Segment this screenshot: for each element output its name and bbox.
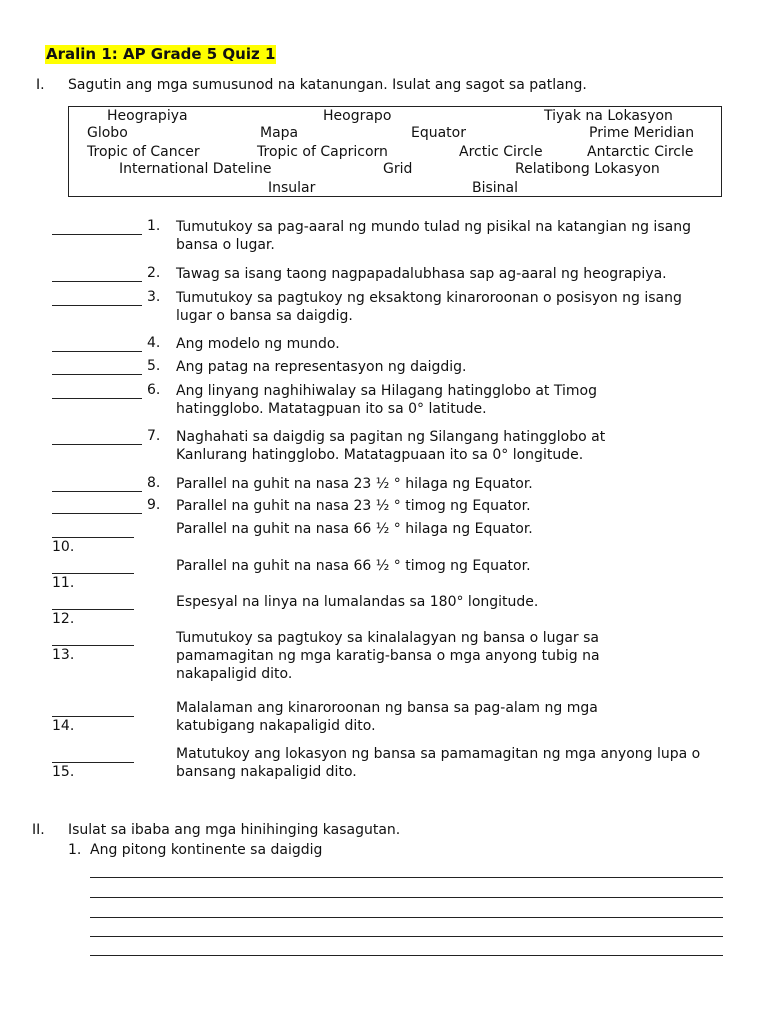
answer-blank[interactable] — [52, 234, 142, 235]
word-bank-item: Insular — [268, 180, 316, 196]
question-number: 12. — [52, 611, 75, 627]
quiz-title: Aralin 1: AP Grade 5 Quiz 1 — [46, 45, 276, 63]
question-number: 9. — [147, 497, 161, 513]
word-bank-item: Globo — [87, 125, 128, 141]
answer-blank[interactable] — [52, 374, 142, 375]
question-text: Tumutukoy sa pagtukoy sa kinalalagyan ng bansa o lugar sa pamamagitan ng mga karatig-bansa o mga anyong tubig na nakapaligid dito. — [176, 630, 600, 682]
section-1-number: I. — [36, 77, 45, 93]
word-bank-item: Heograpo — [323, 108, 392, 124]
question-number: 10. — [52, 539, 75, 555]
answer-line[interactable] — [90, 897, 723, 898]
answer-blank[interactable] — [52, 537, 134, 538]
question-number: 5. — [147, 358, 161, 374]
question-number: 8. — [147, 475, 161, 491]
word-bank-item: Prime Meridian — [589, 125, 695, 141]
word-bank-item: Mapa — [260, 125, 299, 141]
answer-blank[interactable] — [52, 281, 142, 282]
answer-blank[interactable] — [52, 716, 134, 717]
word-bank-item: Arctic Circle — [459, 144, 543, 160]
section-1-instruction: Sagutin ang mga sumusunod na katanungan. Isulat ang sagot sa patlang. — [68, 77, 587, 93]
word-bank-item: Relatibong Lokasyon — [515, 161, 660, 177]
answer-blank[interactable] — [52, 305, 142, 306]
question-number: 2. — [147, 265, 161, 281]
question-number: 15. — [52, 764, 75, 780]
question-text: Parallel na guhit na nasa 66 ½ ° timog ng Equator. — [176, 558, 531, 574]
word-bank-item: Bisinal — [472, 180, 519, 196]
answer-blank[interactable] — [52, 444, 142, 445]
answer-blank[interactable] — [52, 762, 134, 763]
answer-blank[interactable] — [52, 573, 134, 574]
question-number: 1. — [147, 218, 161, 234]
question-number: 7. — [147, 428, 161, 444]
question-number: 4. — [147, 335, 161, 351]
answer-line[interactable] — [90, 917, 723, 918]
question-text: Parallel na guhit na nasa 23 ½ ° hilaga ng Equator. — [176, 476, 533, 492]
question-text: Ang modelo ng mundo. — [176, 336, 340, 352]
section-2-item-number: 1. — [68, 842, 82, 858]
word-bank-item: Tropic of Cancer — [87, 144, 200, 160]
question-text: Tumutukoy sa pagtukoy ng eksaktong kinaroroonan o posisyon ng isang lugar o bansa sa daigdig. — [176, 290, 682, 324]
question-text: Parallel na guhit na nasa 66 ½ ° hilaga ng Equator. — [176, 521, 533, 537]
question-number: 13. — [52, 647, 75, 663]
question-text: Tawag sa isang taong nagpapadalubhasa sap ag-aaral ng heograpiya. — [176, 266, 667, 282]
word-bank-box — [68, 106, 722, 197]
word-bank-item: Antarctic Circle — [587, 144, 694, 160]
question-text: Ang patag na representasyon ng daigdig. — [176, 359, 467, 375]
answer-blank[interactable] — [52, 491, 142, 492]
answer-blank[interactable] — [52, 609, 134, 610]
section-2-item-text: Ang pitong kontinente sa daigdig — [90, 842, 323, 858]
answer-line[interactable] — [90, 877, 723, 878]
question-text: Tumutukoy sa pag-aaral ng mundo tulad ng pisikal na katangian ng isang bansa o lugar. — [176, 219, 691, 253]
question-number: 6. — [147, 382, 161, 398]
word-bank-item: Equator — [411, 125, 466, 141]
answer-line[interactable] — [90, 955, 723, 956]
question-number: 3. — [147, 289, 161, 305]
question-number: 14. — [52, 718, 75, 734]
word-bank-item: Tropic of Capricorn — [257, 144, 388, 160]
question-text: Espesyal na linya na lumalandas sa 180° longitude. — [176, 594, 539, 610]
answer-blank[interactable] — [52, 513, 142, 514]
question-number: 11. — [52, 575, 75, 591]
answer-line[interactable] — [90, 936, 723, 937]
word-bank-item: Heograpiya — [107, 108, 188, 124]
question-text: Malalaman ang kinaroroonan ng bansa sa pag-alam ng mga katubigang nakapaligid dito. — [176, 700, 598, 734]
answer-blank[interactable] — [52, 645, 134, 646]
question-text: Naghahati sa daigdig sa pagitan ng Silangang hatingglobo at Kanlurang hatingglobo. Matatagpuaan ito sa 0° longitude. — [176, 429, 606, 463]
word-bank-item: Grid — [383, 161, 413, 177]
section-2-number: II. — [32, 822, 45, 838]
question-text: Ang linyang naghihiwalay sa Hilagang hatingglobo at Timog hatingglobo. Matatagpuan ito sa 0° latitude. — [176, 383, 597, 417]
question-text: Parallel na guhit na nasa 23 ½ ° timog ng Equator. — [176, 498, 531, 514]
word-bank-item: Tiyak na Lokasyon — [544, 108, 673, 124]
word-bank-item: International Dateline — [119, 161, 272, 177]
section-2-instruction: Isulat sa ibaba ang mga hinihinging kasagutan. — [68, 822, 401, 838]
answer-blank[interactable] — [52, 398, 142, 399]
question-text: Matutukoy ang lokasyon ng bansa sa pamamagitan ng mga anyong lupa o bansang nakapaligid dito. — [176, 746, 701, 780]
answer-blank[interactable] — [52, 351, 142, 352]
